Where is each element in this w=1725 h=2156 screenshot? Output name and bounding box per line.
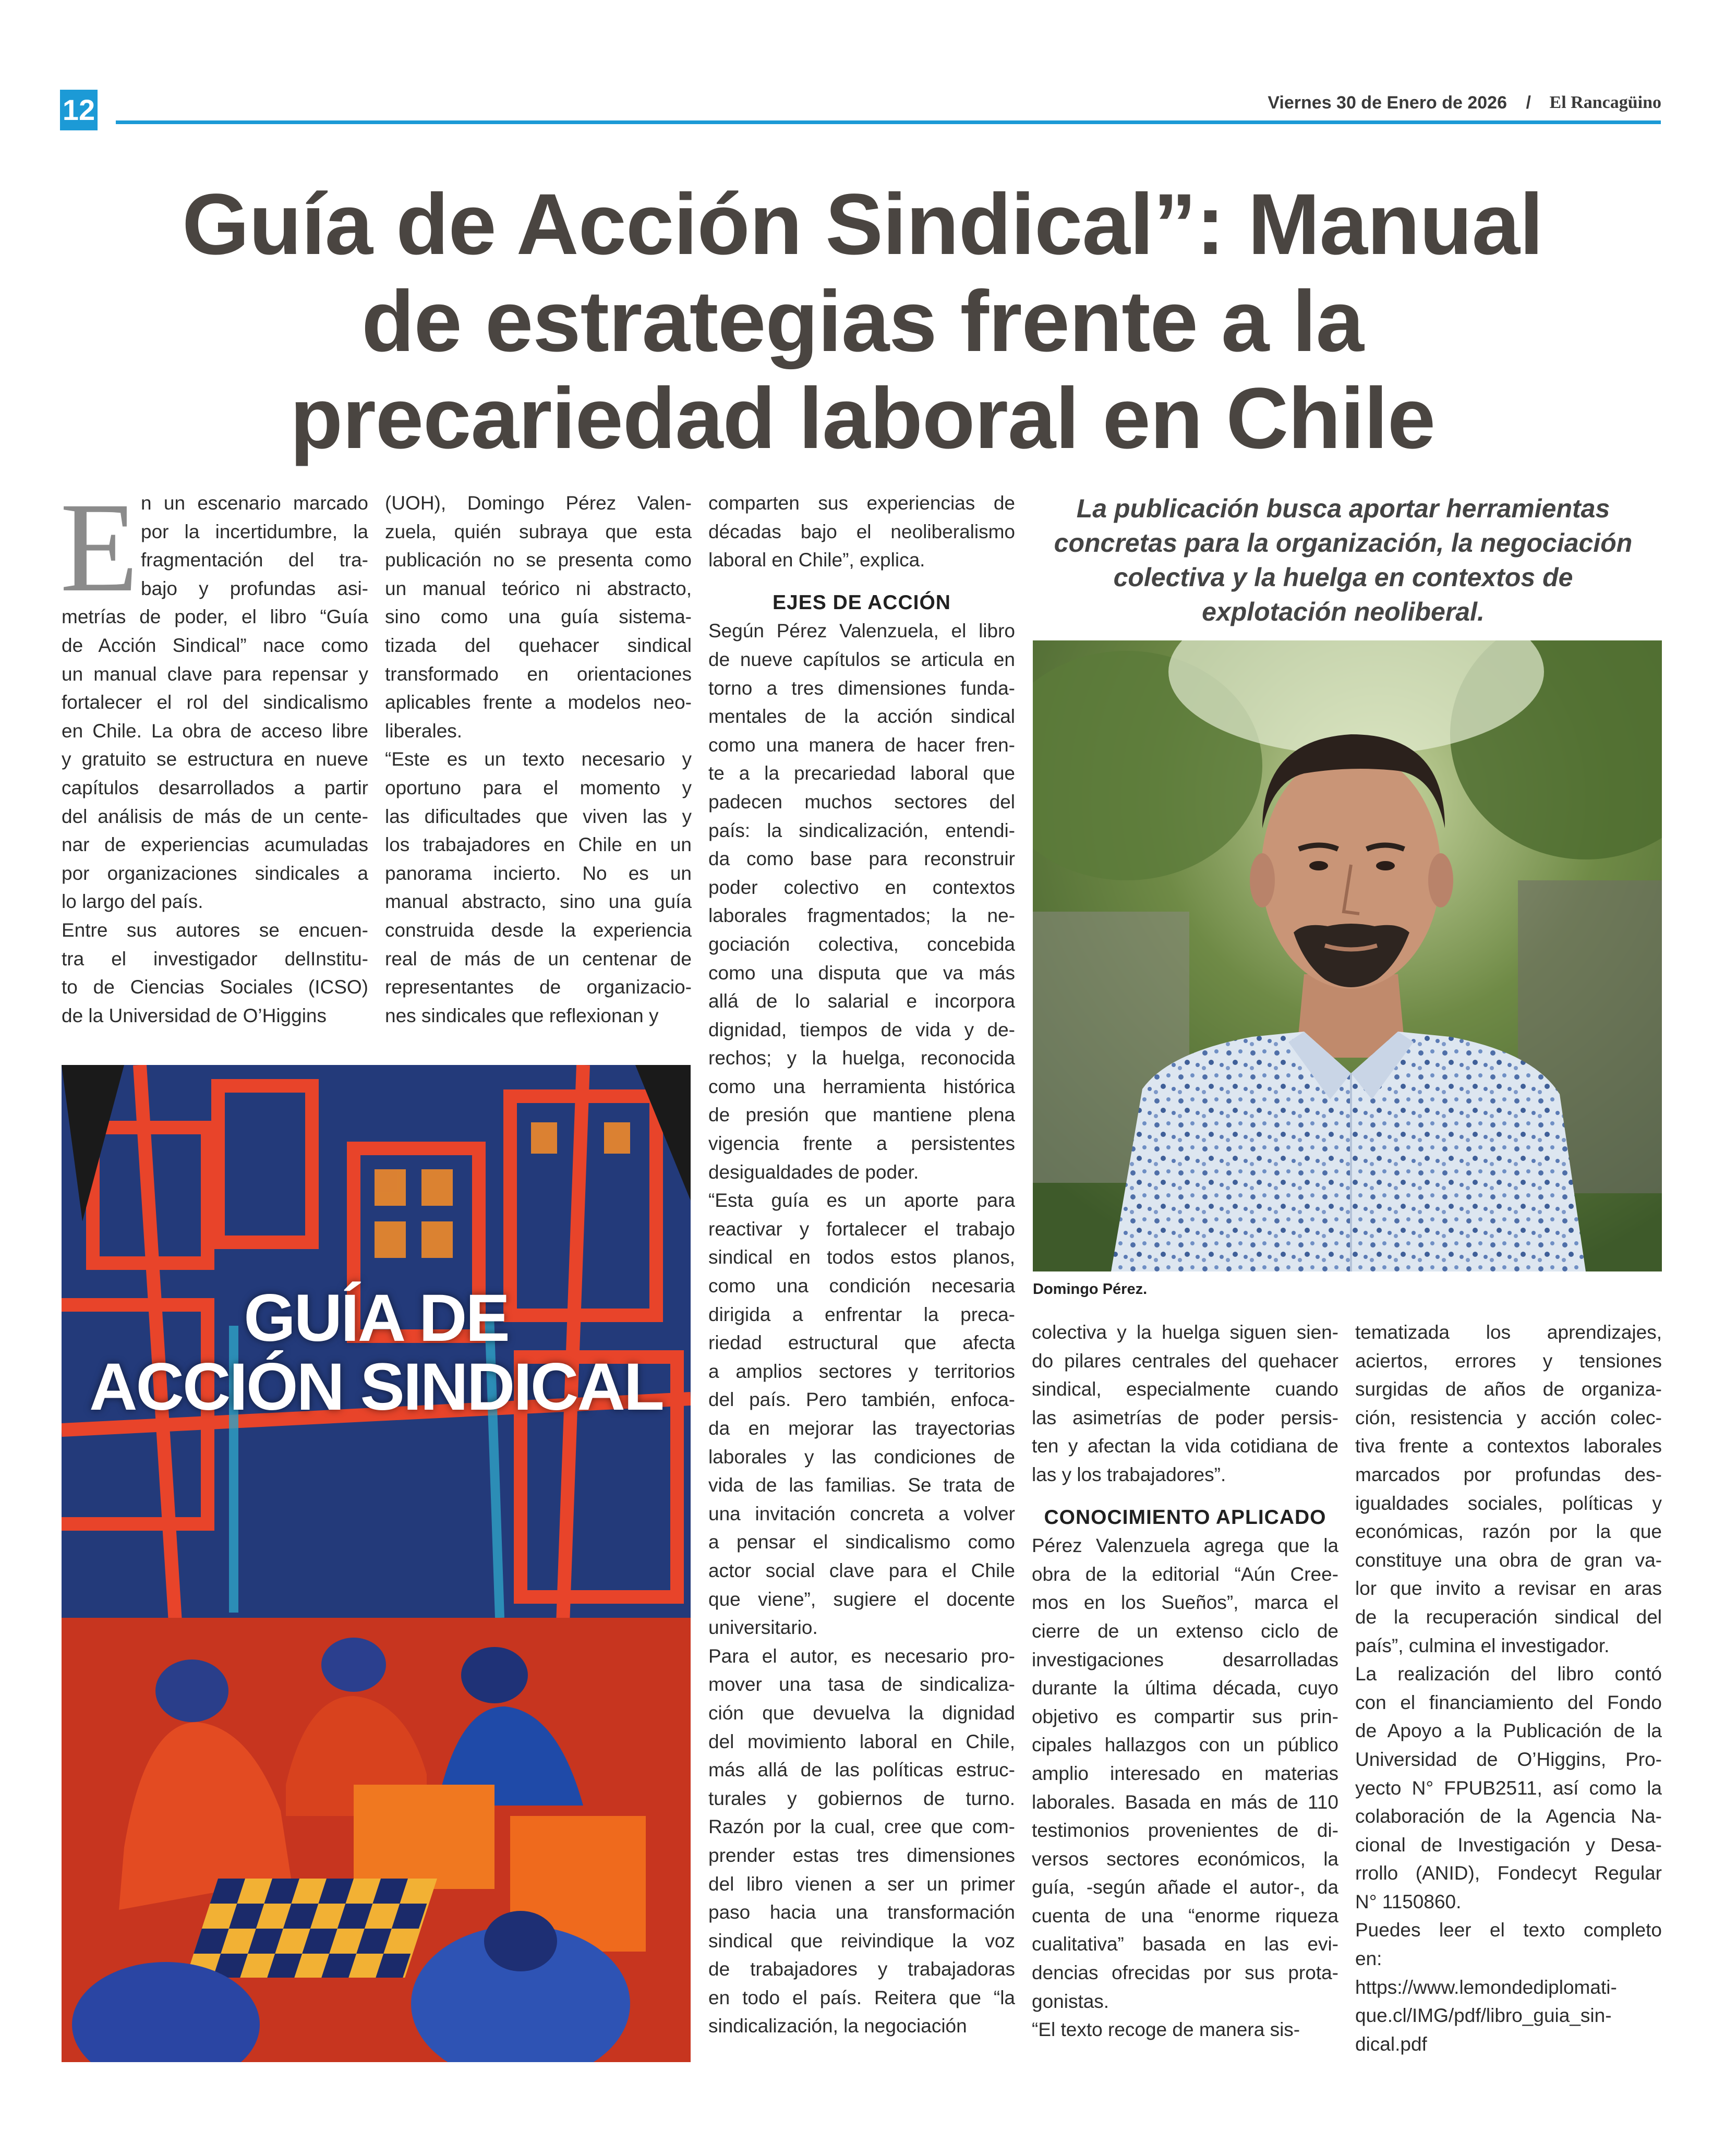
text-line: real de más de un centenar de: [385, 948, 692, 970]
text-line: las y los trabajadores”.: [1032, 1463, 1226, 1485]
drop-cap: E: [60, 477, 139, 619]
text-line: fortalecer el rol del sindicalismo: [62, 692, 368, 713]
text-line: to de Ciencias Sociales (ICSO): [62, 976, 368, 998]
page-number: 12: [60, 90, 98, 130]
text-line: ción que devuelva la dignidad: [708, 1702, 1015, 1724]
text-line: capítulos desarrollados a partir: [62, 777, 368, 798]
text-line: Razón por la cual, cree que com-: [708, 1816, 1015, 1838]
text-line: La realización del libro contó: [1355, 1663, 1662, 1685]
text-line: de la Universidad de O’Higgins: [62, 1004, 327, 1026]
text-line: sindical en todos estos planos,: [708, 1246, 1015, 1268]
text-line: Para el autor, es necesario pro-: [708, 1645, 1015, 1667]
text-line: cualitativa” basada en las evi-: [1032, 1933, 1338, 1955]
text-line: da en mejorar las trayectorias: [708, 1418, 1015, 1439]
text-line: país”, culmina el investigador.: [1355, 1634, 1610, 1656]
text-line: por la incertidumbre, la: [141, 520, 368, 542]
text-line: representantes de organizacio-: [385, 976, 692, 998]
text-line: (UOH), Domingo Pérez Valen-: [385, 492, 692, 514]
subhead-conocimiento-aplicado: CONOCIMIENTO APLICADO: [1044, 1506, 1326, 1529]
text-line: panorama incierto. No es un: [385, 862, 692, 884]
text-line: laborales. Basada en más de 110: [1032, 1791, 1338, 1813]
text-line: vigencia frente a persistentes: [708, 1133, 1015, 1155]
pull-quote-line: concretas para la organización, la negociación: [1054, 528, 1633, 558]
text-line: tematizada los aprendizajes,: [1355, 1322, 1662, 1343]
text-line: en todo el país. Reitera que “la: [708, 1987, 1015, 2008]
text-line: cierre de un extenso ciclo de: [1032, 1620, 1338, 1642]
text-line: tiva frente a contextos laborales: [1355, 1435, 1662, 1457]
text-line: durante la última década, cuyo: [1032, 1677, 1338, 1699]
text-line: de nueve capítulos se articula en: [708, 648, 1015, 670]
text-line: como una condición necesaria: [708, 1275, 1015, 1297]
text-line: económicas, razón por la que: [1355, 1521, 1662, 1543]
text-line: yecto N° FPUB2511, así como la: [1355, 1777, 1662, 1799]
text-line: https://www.lemondediplomati-: [1355, 1976, 1617, 1998]
text-line: constituye una obra de gran va-: [1355, 1549, 1662, 1571]
text-line: manual abstracto, sino una guía: [385, 891, 692, 913]
text-line: país: la sindicalización, entendi-: [708, 819, 1015, 841]
pull-quote-line: colectiva y la huelga en contextos de: [1113, 563, 1573, 592]
text-line: sindical que reivindique la voz: [708, 1930, 1015, 1952]
text-line: vida de las familias. Se trata de: [708, 1474, 1015, 1496]
photo-caption: Domingo Pérez.: [1033, 1281, 1148, 1298]
text-line: cipales hallazgos con un público: [1032, 1734, 1338, 1756]
text-line: marcados por profundas des-: [1355, 1463, 1662, 1485]
text-line: del país. Pero también, enfoca-: [708, 1389, 1015, 1411]
text-line: las asimetrías de poder persis-: [1032, 1407, 1338, 1428]
text-line: do pilares centrales del quehacer: [1032, 1350, 1338, 1372]
text-line: como una disputa que va más: [708, 962, 1015, 984]
text-line: nes sindicales que reflexionan y: [385, 1004, 659, 1026]
text-line: del movimiento laboral en Chile,: [708, 1730, 1015, 1752]
text-line: liberales.: [385, 720, 463, 742]
text-line: colectiva y la huelga siguen sien-: [1032, 1322, 1338, 1343]
headline-line: precariedad laboral en Chile: [289, 370, 1436, 467]
text-line: poder colectivo en contextos: [708, 876, 1015, 898]
text-line: N° 1150860.: [1355, 1891, 1462, 1912]
text-line: fragmentación del tra-: [141, 549, 368, 571]
text-line: paso hacia una transformación: [708, 1901, 1015, 1923]
header-rule: [116, 120, 1661, 124]
text-line: y gratuito se estructura en nueve: [62, 748, 368, 770]
text-line: oportuno para el momento y: [385, 777, 692, 798]
article-column-3: [708, 489, 1015, 2041]
text-line: que viene”, sugiere el docente: [708, 1588, 1015, 1610]
text-line: con el financiamiento del Fondo: [1355, 1691, 1662, 1713]
portrait-photo: [1033, 640, 1662, 1271]
article-column-2: [385, 489, 692, 1030]
text-line: en Chile. La obra de acceso libre: [62, 720, 368, 742]
text-line: dencias ofrecidas por sus prota-: [1032, 1962, 1338, 1984]
portrait-illustration: [1033, 640, 1662, 1271]
text-line: Puedes leer el texto completo: [1355, 1919, 1662, 1941]
text-line: riedad estructural que afecta: [708, 1332, 1015, 1354]
text-line: n un escenario marcado: [141, 492, 368, 514]
text-line: Universidad de O’Higgins, Pro-: [1355, 1748, 1662, 1770]
text-line: cuenta de una “enorme riqueza: [1032, 1905, 1338, 1927]
text-line: en:: [1355, 1948, 1382, 1970]
text-line: allá de lo salarial e incorpora: [708, 990, 1015, 1012]
text-line: como una herramienta histórica: [708, 1075, 1015, 1097]
text-line: los trabajadores en Chile en un: [385, 834, 692, 856]
text-line: guía, -según añade el autor-, da: [1032, 1876, 1338, 1898]
text-line: cional de Investigación y Desa-: [1355, 1834, 1662, 1856]
text-line: como una manera de hacer fren-: [708, 734, 1015, 756]
text-line: rechos; y la huelga, reconocida: [708, 1047, 1015, 1069]
text-line: tizada del quehacer sindical: [385, 634, 692, 656]
text-line: prender estas tres dimensiones: [708, 1844, 1015, 1866]
text-line: mover una tasa de sindicaliza-: [708, 1674, 1015, 1695]
book-cover-title-line: ACCIÓN SINDICAL: [89, 1350, 663, 1424]
text-line: turales y gobiernos de turno.: [708, 1787, 1015, 1809]
book-cover-image: [62, 1065, 691, 2062]
pull-quote-line: La publicación busca aportar herramientas: [1076, 494, 1610, 523]
text-line: versos sectores económicos, la: [1032, 1848, 1338, 1870]
text-line: laborales fragmentados; la ne-: [708, 905, 1015, 927]
text-line: décadas bajo el neoliberalismo: [708, 520, 1015, 542]
text-line: padecen muchos sectores del: [708, 791, 1015, 813]
book-cover-title-line: GUÍA DE: [244, 1281, 509, 1355]
text-line: “Este es un texto necesario y: [385, 748, 692, 770]
text-line: universitario.: [708, 1617, 818, 1639]
text-line: ción, resistencia y acción colec-: [1355, 1407, 1662, 1428]
text-line: mentales de la acción sindical: [708, 706, 1015, 728]
text-line: de Acción Sindical” nace como: [62, 634, 368, 656]
text-line: bajo y profundas asi-: [141, 577, 368, 599]
text-line: ten y afectan la vida cotidiana de: [1032, 1435, 1338, 1457]
text-line: de Apoyo a la Publicación de la: [1355, 1720, 1662, 1742]
text-line: Pérez Valenzuela agrega que la: [1032, 1535, 1338, 1557]
text-line: sindical, especialmente cuando: [1032, 1378, 1338, 1400]
text-line: dical.pdf: [1355, 2033, 1427, 2055]
text-line: actor social clave para el Chile: [708, 1559, 1015, 1581]
text-line: laboral en Chile”, explica.: [708, 549, 925, 571]
text-line: Entre sus autores se encuen-: [62, 919, 368, 941]
text-line: las dificultades que viven las y: [385, 805, 692, 827]
text-line: objetivo es compartir sus prin-: [1032, 1705, 1338, 1727]
text-line: de presión que mantiene plena: [708, 1104, 1015, 1126]
text-line: sino como una guía sistema-: [385, 606, 692, 628]
article-column-4: [1032, 1318, 1338, 2044]
headline-line: de estrategias frente a la: [361, 273, 1364, 370]
text-line: metrías de poder, el libro “Guía: [62, 606, 368, 628]
text-line: dignidad, tiempos de vida y de-: [708, 1019, 1015, 1040]
text-line: zuela, quién subraya que esta: [385, 520, 692, 542]
article-column-5: [1355, 1318, 1662, 2058]
text-line: comparten sus experiencias de: [708, 492, 1015, 514]
text-line: mos en los Sueños”, marca el: [1032, 1592, 1338, 1614]
text-line: colaboración de la Agencia Na-: [1355, 1806, 1662, 1827]
text-line: transformado en orientaciones: [385, 663, 692, 685]
pull-quote-line: explotación neoliberal.: [1202, 597, 1485, 626]
text-line: reactivar y fortalecer el trabajo: [708, 1218, 1015, 1240]
pull-quote: [1022, 491, 1664, 629]
text-line: obra de la editorial “Aún Cree-: [1032, 1563, 1338, 1585]
text-line: desigualdades de poder.: [708, 1161, 919, 1183]
text-line: a amplios sectores y territorios: [708, 1360, 1015, 1382]
text-line: más allá de las políticas estruc-: [708, 1759, 1015, 1781]
text-line: gonistas.: [1032, 1990, 1109, 2012]
text-line: publicación no se presenta como: [385, 549, 692, 571]
text-line: lo largo del país.: [62, 891, 203, 913]
text-line: “El texto recoge de manera sis-: [1032, 2019, 1300, 2041]
text-line: testimonios provenientes de di-: [1032, 1820, 1338, 1842]
text-line: Según Pérez Valenzuela, el libro: [708, 620, 1015, 642]
text-line: a pensar el sindicalismo como: [708, 1531, 1015, 1553]
text-line: amplio interesado en materias: [1032, 1762, 1338, 1784]
book-cover-title: [62, 1281, 691, 1424]
text-line: te a la precariedad laboral que: [708, 762, 1015, 784]
text-line: por organizaciones sindicales a: [62, 862, 368, 884]
text-line: torno a tres dimensiones funda-: [708, 677, 1015, 699]
text-line: rrollo (ANID), Fondecyt Regular: [1355, 1862, 1662, 1884]
text-line: da como base para reconstruir: [708, 848, 1015, 870]
text-line: que.cl/IMG/pdf/libro_guia_sin-: [1355, 2005, 1612, 2027]
text-line: gociación colectiva, concebida: [708, 933, 1015, 955]
headline: [83, 176, 1642, 467]
text-line: construida desde la experiencia: [385, 919, 692, 941]
text-line: tra el investigador delInstitu-: [62, 948, 368, 970]
text-line: laborales y las condiciones de: [708, 1446, 1015, 1468]
text-line: lor que invito a revisar en aras: [1355, 1578, 1662, 1600]
text-line: “Esta guía es un aporte para: [708, 1190, 1015, 1212]
text-line: nar de experiencias acumuladas: [62, 834, 368, 856]
text-line: un manual teórico ni abstracto,: [385, 577, 692, 599]
text-line: investigaciones desarrolladas: [1032, 1649, 1338, 1670]
text-line: aplicables frente a modelos neo-: [385, 692, 692, 713]
text-line: dirigida a enfrentar la preca-: [708, 1303, 1015, 1325]
newspaper-name: El Rancagüino: [1549, 93, 1661, 112]
issue-date: Viernes 30 de Enero de 2026: [1268, 93, 1507, 113]
text-line: del análisis de más de un cente-: [62, 805, 368, 827]
text-line: de trabajadores y trabajadoras: [708, 1958, 1015, 1980]
text-line: sindicalización, la negociación: [708, 2015, 967, 2037]
text-line: del libro vienen a ser un primer: [708, 1873, 1015, 1895]
book-cover-illustration: [62, 1065, 691, 2062]
header-separator: /: [1526, 93, 1531, 113]
subhead-ejes-de-accion: EJES DE ACCIÓN: [773, 591, 951, 614]
text-line: de la recuperación sindical del: [1355, 1606, 1662, 1628]
text-line: un manual clave para repensar y: [62, 663, 368, 685]
text-line: una invitación concreta a volver: [708, 1503, 1015, 1524]
text-line: surgidas de años de organiza-: [1355, 1378, 1662, 1400]
text-line: aciertos, errores y tensiones: [1355, 1350, 1662, 1372]
text-line: igualdades sociales, políticas y: [1355, 1492, 1662, 1514]
headline-line: Guía de Acción Sindical”: Manual: [182, 176, 1543, 273]
article-column-1: [60, 477, 368, 1030]
